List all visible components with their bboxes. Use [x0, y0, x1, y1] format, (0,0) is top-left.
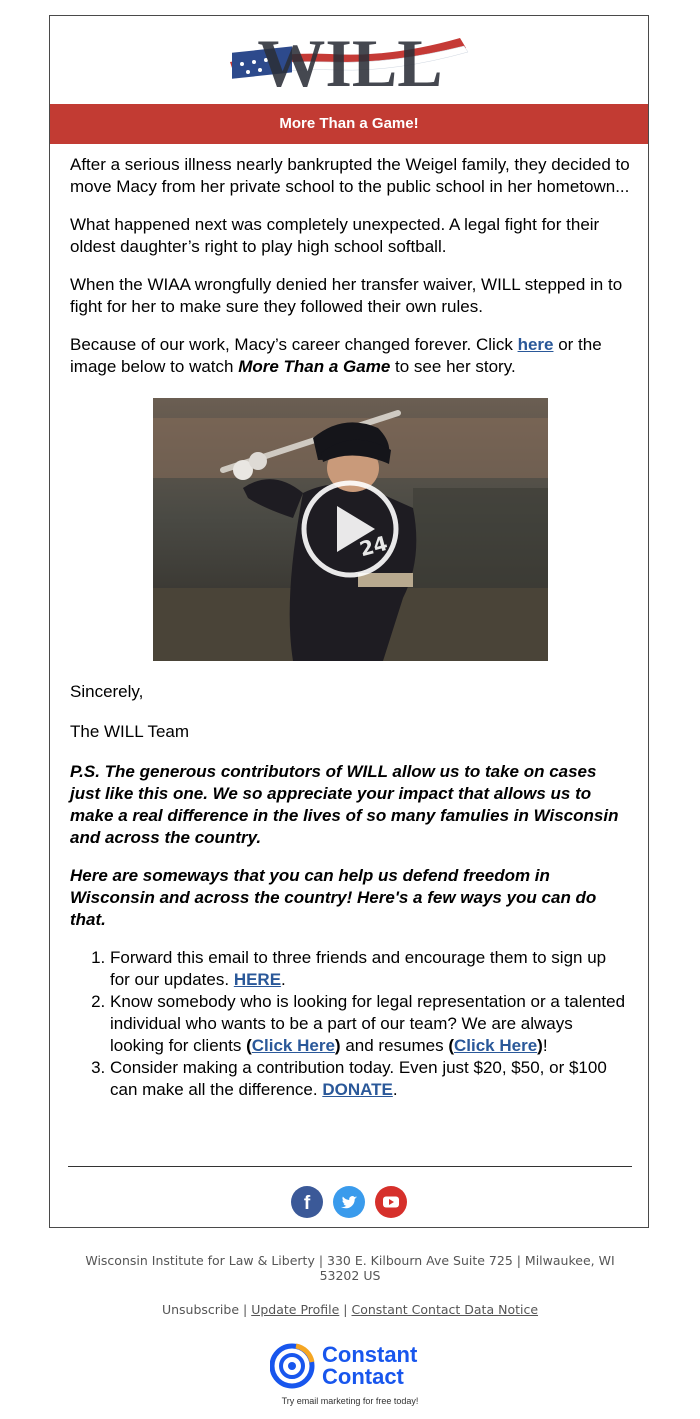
- svg-text:f: f: [303, 1193, 310, 1214]
- divider: [68, 1166, 632, 1167]
- sincerely-text: Sincerely,: [70, 682, 144, 701]
- clients-click-here-link[interactable]: Click Here: [251, 1036, 335, 1055]
- list-item: 3. Consider making a contribution today. Even just $20, $50, or $100 can make all the difference. DONATE.: [110, 1057, 630, 1101]
- ps-text: P.S. The generous contributors of WILL allow us to take on cases just like this one. We so appreciate your impact that allows us to make a real difference in the lives of so many famulies in Wisconsin and across the country.: [70, 762, 619, 847]
- data-notice-link[interactable]: Constant Contact Data Notice: [351, 1302, 539, 1317]
- update-profile-link[interactable]: Update Profile: [251, 1302, 340, 1317]
- svg-text:WILL: WILL: [257, 25, 443, 94]
- forward-here-link[interactable]: HERE: [233, 970, 282, 989]
- twitter-icon[interactable]: [333, 1186, 365, 1218]
- list-item: 2. Know somebody who is looking for legal representation or a talented individual who wants to be a part of our team? We are always looking for clients (Click Here) and resumes (Click Here)!: [110, 991, 630, 1057]
- unsubscribe-link[interactable]: Unsubscribe: [161, 1302, 240, 1317]
- footer-links: Unsubscribe | Update Profile | Constant Contact Data Notice: [161, 1302, 539, 1317]
- facebook-icon[interactable]: [291, 1186, 323, 1218]
- will-logo[interactable]: [220, 24, 480, 94]
- youtube-icon[interactable]: [375, 1186, 407, 1218]
- video-thumbnail[interactable]: [153, 398, 548, 661]
- footer-address: Wisconsin Institute for Law & Liberty | 330 E. Kilbourn Ave Suite 725 | Milwaukee, WI 53202 US: [85, 1253, 615, 1283]
- svg-text:Contact: Contact: [322, 1364, 404, 1389]
- email-card: [49, 15, 649, 1228]
- banner-title: More Than a Game!: [50, 104, 648, 144]
- here-link[interactable]: here: [517, 335, 554, 354]
- paragraph-1: After a serious illness nearly bankrupted the Weigel family, they decided to move Macy from her private school to the public school in her hometown...: [70, 155, 630, 196]
- email-body: [70, 154, 630, 1101]
- paragraph-3: When the WIAA wrongfully denied her transfer waiver, WILL stepped in to fight for her to make sure they followed their own rules.: [70, 275, 623, 316]
- cc-tagline[interactable]: Try email marketing for free today!: [281, 1396, 419, 1406]
- constant-contact-logo[interactable]: [270, 1340, 440, 1390]
- list-item: 1. Forward this email to three friends and encourage them to sign up for our updates. HERE.: [110, 947, 630, 991]
- video-title: More Than a Game: [238, 357, 391, 376]
- help-list: [70, 947, 630, 1101]
- softball-player-image[interactable]: [153, 398, 548, 661]
- paragraph-4: Because of our work, Macy’s career changed forever. Click here or the image below to watch More Than a Game to see her story.: [70, 335, 602, 376]
- ways-text: Here are someways that you can help us defend freedom in Wisconsin and across the country! Here's a few ways you can do that.: [70, 866, 597, 929]
- svg-text:Constant: Constant: [322, 1342, 418, 1367]
- resumes-click-here-link[interactable]: Click Here: [454, 1036, 538, 1055]
- svg-text:24: 24: [356, 530, 391, 562]
- paragraph-2: What happened next was completely unexpected. A legal fight for their oldest daughter’s right to play high school softball.: [70, 215, 600, 256]
- signoff-text: The WILL Team: [70, 722, 190, 741]
- social-links: [50, 1186, 648, 1220]
- donate-link[interactable]: DONATE: [322, 1080, 393, 1099]
